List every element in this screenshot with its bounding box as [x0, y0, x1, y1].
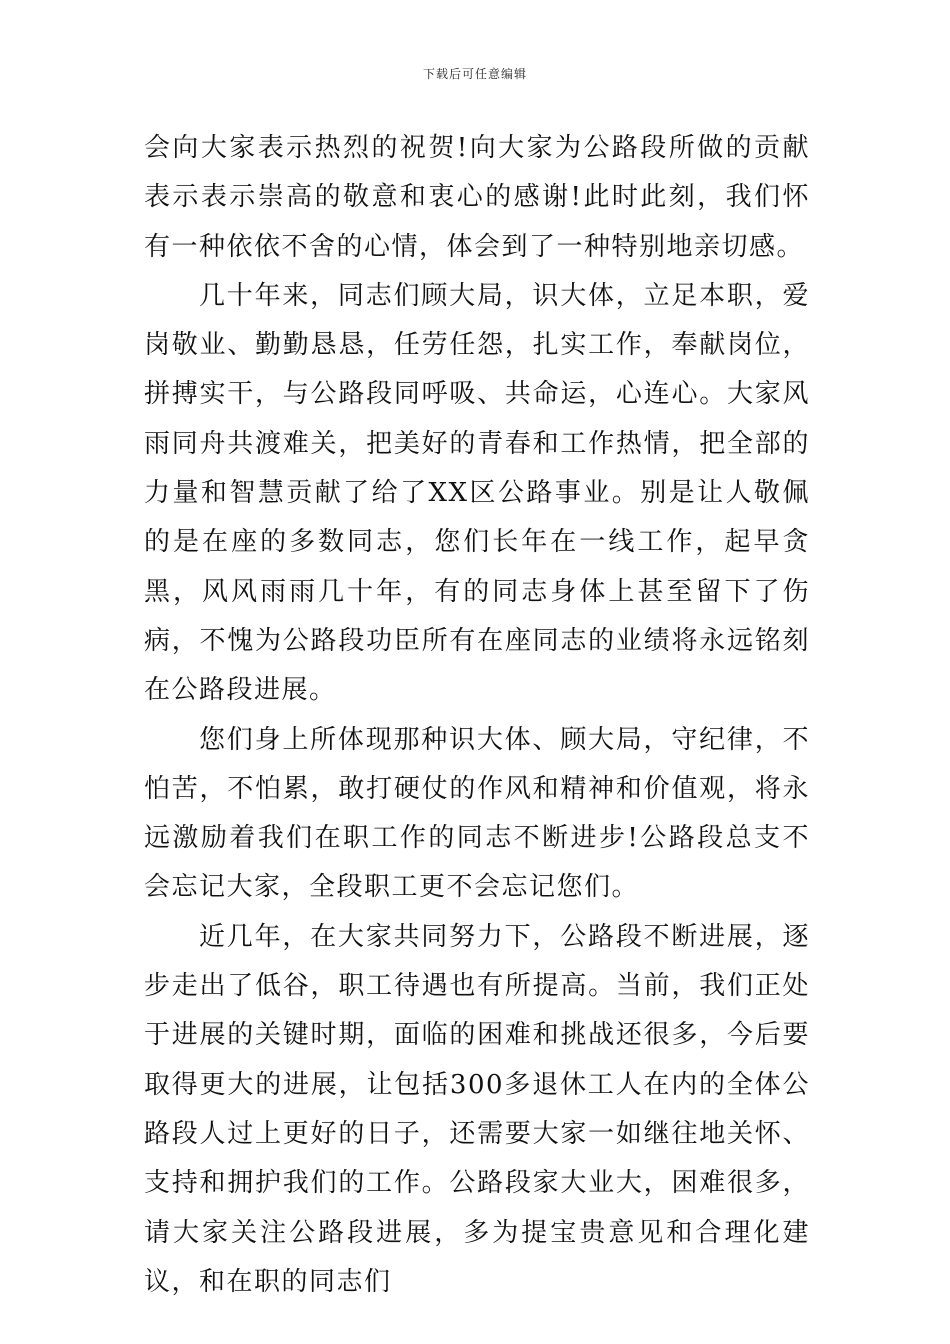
document-body	[144, 124, 810, 1307]
paragraph-4: 近几年，在大家共同努力下，公路段不断进展，逐步走出了低谷，职工待遇也有所提高。当前，我们正处于进展的关键时期，面临的困难和挑战还很多，今后要取得更大的进展，让包括300多退休工人在内的全体公路段人过上更好的日子，还需要大家一如继往地关怀、支持和拥护我们的工作。公路段家大业大，困难很多，请大家关注公路段进展，多为提宝贵意见和合理化建议，和在职的同志们	[144, 921, 810, 1297]
page-header: 下载后可任意编辑	[422, 67, 527, 81]
paragraph-3: 您们身上所体现那种识大体、顾大局，守纪律，不怕苦，不怕累，敢打硬仗的作风和精神和价值观，将永远激励着我们在职工作的同志不断进步!公路段总支不会忘记大家，全段职工更不会忘记您们。	[144, 724, 810, 903]
paragraph-2: 几十年来，同志们顾大局，识大体，立足本职，爱岗敬业、勤勤恳恳，任劳任怨，扎实工作，奉献岗位，拼搏实干，与公路段同呼吸、共命运，心连心。大家风雨同舟共渡难关，把美好的青春和工作热情，把全部的力量和智慧贡献了给了XX区公路事业。别是让人敬佩的是在座的多数同志，您们长年在一线工作，起早贪黑，风风雨雨几十年，有的同志身体上甚至留下了伤病，不愧为公路段功臣所有在座同志的业绩将永远铭刻在公路段进展。	[144, 280, 810, 706]
paragraph-1: 会向大家表示热烈的祝贺!向大家为公路段所做的贡献表示表示崇高的敬意和衷心的感谢!此时此刻，我们怀有一种依依不舍的心情，体会到了一种特别地亲切感。	[144, 133, 810, 262]
